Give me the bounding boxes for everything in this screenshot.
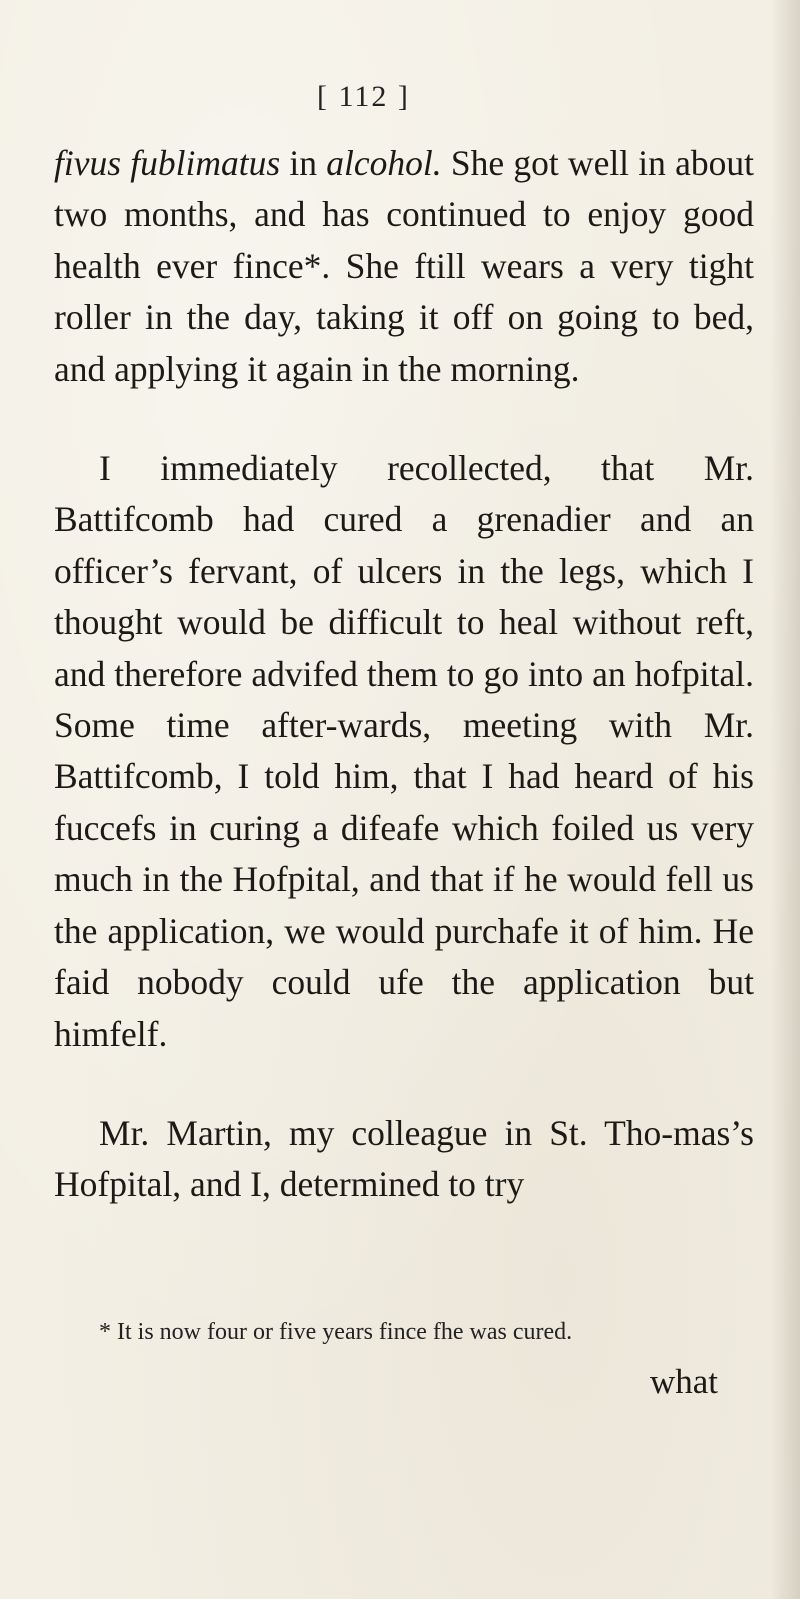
- page-header: [0, 80, 800, 130]
- footnote-text: It is now four or five years fince fhe was cured.: [111, 1319, 573, 1345]
- footnote: [54, 1315, 754, 1349]
- paragraph-2: I immediately recollected, that Mr. Battifcomb had cured a grenadier and an officer’s fervant, of ulcers in the legs, which I thought would be difficult to heal without reft, and therefore advifed them to go into an hofpital. Some time after-wards, meeting with Mr. Battifcomb, I told him, that I had heard of his fuccefs in curing a difeafe which foiled us very much in the Hofpital, and that if he would fell us the application, we would purchafe it of him. He faid nobody could ufe the application but himfelf.: [54, 448, 754, 1054]
- paragraph-1-connector: in: [280, 143, 327, 183]
- page-edge-shadow: [770, 0, 800, 1599]
- catchword: what: [649, 1362, 718, 1401]
- paragraph-1: [54, 138, 754, 395]
- body-text: [54, 138, 754, 1211]
- page-number: [ 112 ]: [317, 80, 410, 113]
- paragraph-1-text: She got well in about two months, and has continued to enjoy good health ever fince*. She ftill wears a very tight roller in the day, taking it off on going to bed, and applying it again in the morning.: [54, 143, 754, 389]
- paragraph-3: Mr. Martin, my colleague in St. Tho-mas’s Hofpital, and I, determined to try: [54, 1112, 754, 1205]
- latin-term: fivus fublimatus: [54, 143, 281, 183]
- latin-term-alcohol: alcohol.: [326, 143, 442, 183]
- footnote-mark: *: [99, 1319, 111, 1345]
